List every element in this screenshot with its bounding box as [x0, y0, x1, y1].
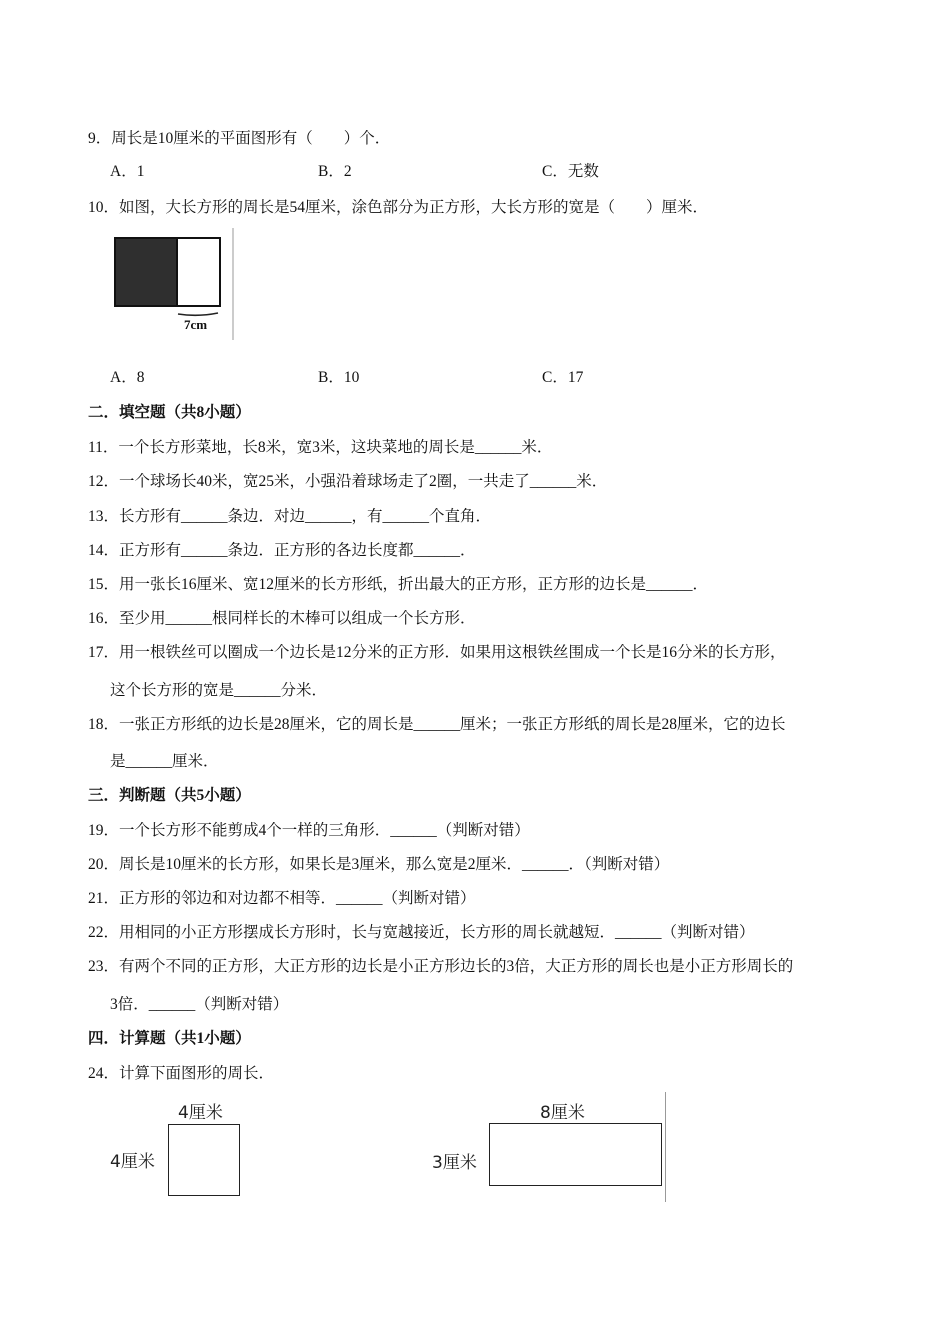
rectangle-left-label: 3厘米	[432, 1153, 477, 1173]
question-13-text: 13．长方形有______条边．对边______，有______个直角．	[88, 508, 492, 525]
q9-option-a: A．1	[110, 163, 145, 180]
section-3-heading: 三．判断题（共5小题）	[88, 787, 251, 804]
question-17-line-1: 17．用一根铁丝可以圈成一个边长是12分米的正方形．如果用这根铁丝围成一个长是16分米的长方形，	[88, 644, 786, 661]
q10-option-b: B．10	[318, 369, 360, 386]
q10-rectangle-diagram	[108, 228, 236, 340]
question-24-text: 24．计算下面图形的周长．	[88, 1065, 275, 1082]
divider-line	[665, 1092, 666, 1202]
question-17-line-2: 这个长方形的宽是______分米．	[110, 682, 328, 699]
section-2-heading: 二．填空题（共8小题）	[88, 404, 251, 421]
question-18-line-1: 18．一张正方形纸的边长是28厘米，它的周长是______厘米；一张正方形纸的周长是28厘米，它的边长	[88, 716, 786, 733]
q9-option-b: B．2	[318, 163, 352, 180]
question-23-line-1: 23．有两个不同的正方形，大正方形的边长是小正方形边长的3倍，大正方形的周长也是小正方形周长的	[88, 958, 794, 975]
q9-option-c: C．无数	[542, 163, 599, 180]
q10-option-a: A．8	[110, 369, 145, 386]
shaded-square	[115, 238, 177, 306]
question-14-text: 14．正方形有______条边．正方形的各边长度都______．	[88, 542, 476, 559]
question-19-text: 19．一个长方形不能剪成4个一样的三角形．______（判断对错）	[88, 822, 530, 839]
question-20-text: 20．周长是10厘米的长方形，如果长是3厘米，那么宽是2厘米．______．（判断对错）	[88, 856, 670, 873]
question-9-text: 9．周长是10厘米的平面图形有（ ）个．	[88, 130, 391, 147]
question-16-text: 16．至少用______根同样长的木棒可以组成一个长方形．	[88, 610, 476, 627]
question-18-line-2: 是______厘米．	[110, 753, 219, 770]
question-15-text: 15．用一张长16厘米、宽12厘米的长方形纸，折出最大的正方形，正方形的边长是______．	[88, 576, 709, 593]
question-10-text: 10．如图，大长方形的周长是54厘米，涂色部分为正方形，大长方形的宽是（ ）厘米．	[88, 199, 709, 216]
question-22-text: 22．用相同的小正方形摆成长方形时，长与宽越接近，长方形的周长就越短．______（判断对错）	[88, 924, 755, 941]
unshaded-rectangle	[177, 238, 220, 306]
question-23-line-2: 3倍．______（判断对错）	[110, 996, 289, 1013]
question-21-text: 21．正方形的邻边和对边都不相等．______（判断对错）	[88, 890, 476, 907]
square-top-label: 4厘米	[178, 1103, 223, 1123]
brace-mark	[178, 313, 218, 315]
square-figure	[108, 1096, 258, 1206]
q10-figure	[108, 228, 236, 340]
square-shape	[168, 1124, 240, 1196]
section-4-heading: 四．计算题（共1小题）	[88, 1030, 251, 1047]
question-12-text: 12．一个球场长40米，宽25米，小强沿着球场走了2圈，一共走了______米．	[88, 473, 608, 490]
rectangle-shape	[489, 1123, 662, 1186]
square-left-label: 4厘米	[110, 1152, 155, 1172]
rectangle-figure	[430, 1092, 670, 1204]
q10-option-c: C．17	[542, 369, 584, 386]
question-11-text: 11．一个长方形菜地，长8米，宽3米，这块菜地的周长是______米．	[88, 439, 553, 456]
rectangle-top-label: 8厘米	[540, 1103, 585, 1123]
q10-figure-label: 7cm	[184, 317, 208, 332]
